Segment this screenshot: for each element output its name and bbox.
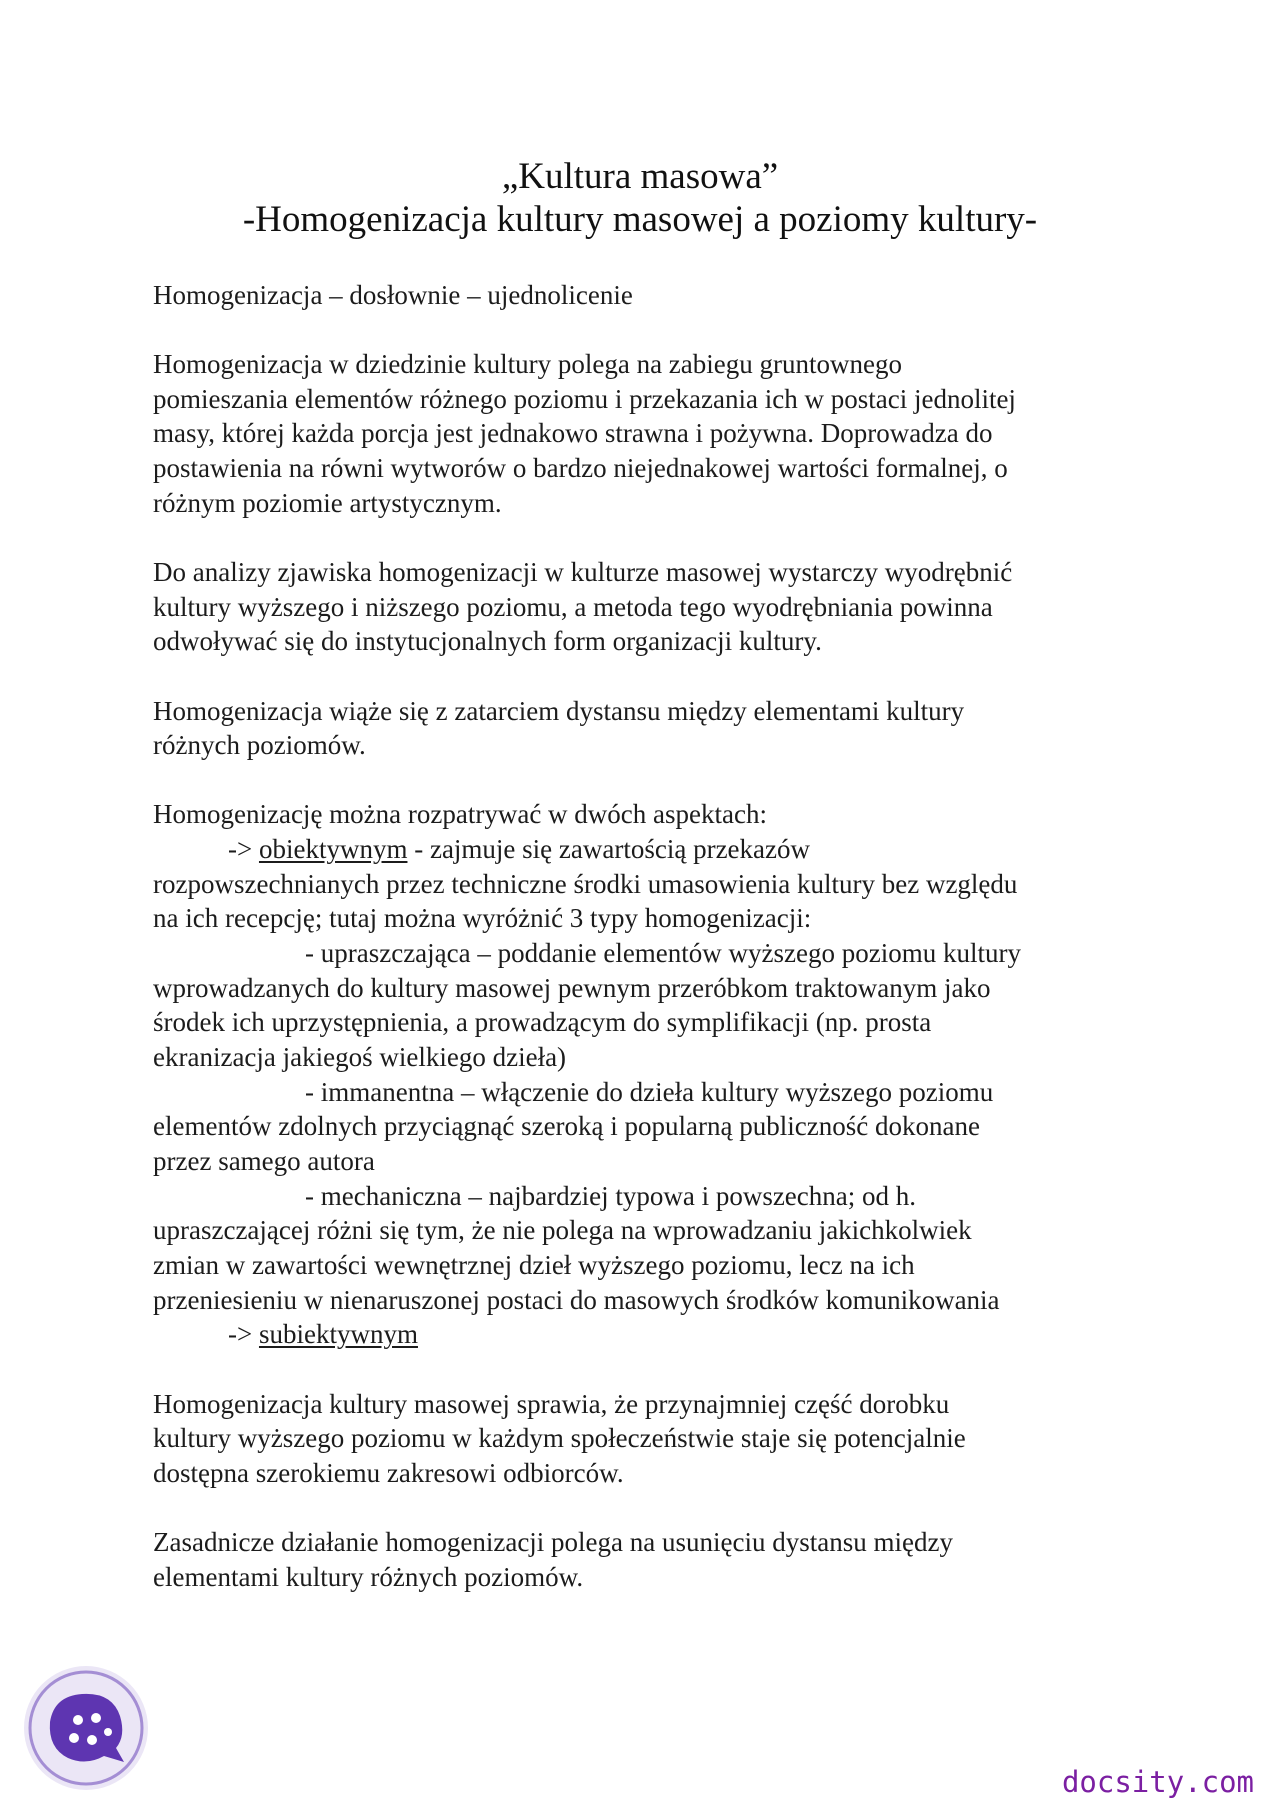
paragraph-line: różnym poziomie artystycznym. [153,488,502,518]
paragraph-line: Homogenizacja kultury masowej sprawia, że przynajmniej część dorobku [153,1389,950,1419]
paragraph-line: Do analizy zjawiska homogenizacji w kulturze masowej wystarczy wyodrębnić [153,557,1013,587]
paragraph-line: przeniesieniu w nienaruszonej postaci do masowych środków komunikowania [153,1285,1000,1315]
term-objective: obiektywnym [258,834,408,864]
paragraph-line: wprowadzanych do kultury masowej pewnym przeróbkom traktowanym jako [153,973,991,1003]
paragraph-line: elementami kultury różnych poziomów. [153,1562,584,1592]
paragraph-line: postawienia na równi wytworów o bardzo niejednakowej wartości formalnej, o [153,453,1008,483]
paragraph-line: różnych poziomów. [153,730,366,760]
arrow-marker: -> [228,1319,253,1349]
arrow-marker: -> [228,834,253,864]
paragraph-line: na ich recepcję; tutaj można wyróżnić 3 typy homogenizacji: [153,903,812,933]
paragraph-line: kultury wyższego i niższego poziomu, a metoda tego wyodrębniania powinna [153,592,993,622]
docsity-watermark[interactable]: docsity.com [1061,1765,1254,1799]
paragraph-line: kultury wyższego poziomu w każdym społeczeństwie staje się potencjalnie [153,1423,966,1453]
paragraph-line: masy, której każda porcja jest jednakowo strawna i pożywna. Doprowadza do [153,418,993,448]
paragraph-line: upraszczającej różni się tym, że nie polega na wprowadzaniu jakichkolwiek [153,1215,972,1245]
paragraph-line: ekranizacja jakiegoś wielkiego dzieła) [153,1042,567,1072]
paragraph-line: Zasadnicze działanie homogenizacji polega na usunięciu dystansu między [153,1527,953,1557]
paragraph-line: dostępna szerokiemu zakresowi odbiorców. [153,1458,624,1488]
aspects-intro: Homogenizację można rozpatrywać w dwóch aspektach: [153,799,767,829]
paragraph-line: pomieszania elementów różnego poziomu i przekazania ich w postaci jednolitej [153,384,1016,414]
paragraph-line: Homogenizacja w dziedzinie kultury polega na zabiegu gruntownego [153,349,902,379]
type-mechanical: - mechaniczna – najbardziej typowa i powszechna; od h. [305,1181,917,1211]
docsity-logo-icon[interactable] [20,1662,152,1794]
document-title: „Kultura masowa” [501,156,779,197]
paragraph-line: rozpowszechnianych przez techniczne środki umasowienia kultury bez względu [153,869,1018,899]
aspect-subjective [228,1317,418,1351]
term-subjective: subiektywnym [258,1319,418,1349]
paragraph-line: elementów zdolnych przyciągnąć szeroką i popularną publiczność dokonane [153,1111,980,1141]
type-immanent: - immanentna – włączenie do dzieła kultury wyższego poziomu [305,1077,994,1107]
type-simplifying: - upraszczająca – poddanie elementów wyższego poziomu kultury [305,938,1021,968]
paragraph-line: Homogenizacja wiąże się z zatarciem dystansu między elementami kultury [153,696,965,726]
paragraph-line: zmian w zawartości wewnętrznej dzieł wyższego poziomu, lecz na ich [153,1250,915,1280]
paragraph-line: środek ich uprzystępnienia, a prowadzącym do symplifikacji (np. prosta [153,1007,932,1037]
aspect-objective-text: - zajmuje się zawartością przekazów [407,834,811,864]
definition-line: Homogenizacja – dosłownie – ujednolicenie [153,280,633,310]
paragraph-line: przez samego autora [153,1146,375,1176]
document-subtitle: -Homogenizacja kultury masowej a poziomy kultury- [242,199,1038,240]
paragraph-line: odwoływać się do instytucjonalnych form organizacji kultury. [153,626,822,656]
aspect-objective [228,832,810,866]
